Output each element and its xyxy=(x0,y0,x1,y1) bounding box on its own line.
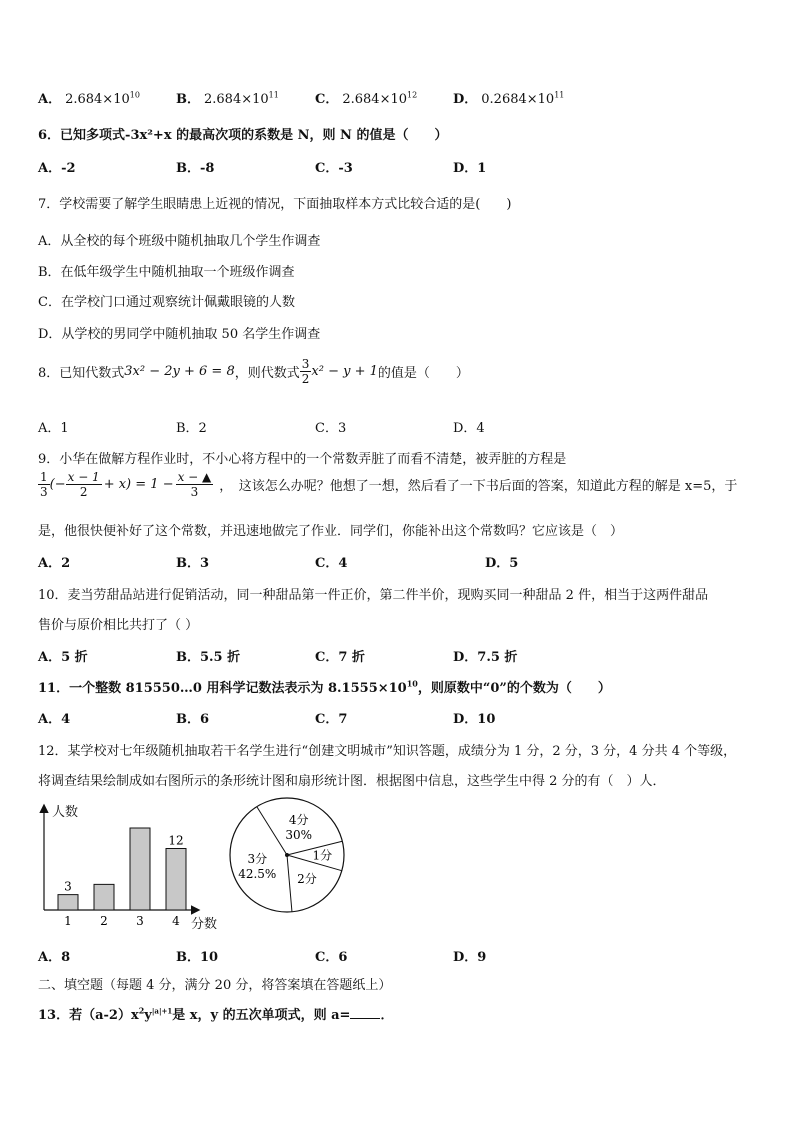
q9-frac1: $\frac{1}{3}$ xyxy=(40,470,48,499)
q13-stem: 13．若$(a-2)x^2y^{|a|+1}$是 x，y 的五次单项式，则 a= ． xyxy=(38,1005,394,1023)
q9-option-a: A．2 xyxy=(38,556,71,571)
q6-option-b: B．-8 xyxy=(176,161,215,176)
q8-option-b: B．2 xyxy=(176,421,207,436)
bar-tick-label-3: 3 xyxy=(136,914,144,928)
q6-stem: 6．已知多项式-3x²+x 的最高次项的系数是 N，则 N 的值是（ ） xyxy=(38,128,448,143)
q11-option-b: B．6 xyxy=(176,712,210,727)
q6-option-c: C．-3 xyxy=(315,161,353,176)
q9-stem-line3: 是，他很快便补好了这个常数，并迅速地做完了作业．同学们，你能补出这个常数吗？它应该是（ ） xyxy=(38,524,624,539)
q7-option-c: C．在学校门口通过观察统计佩戴眼镜的人数 xyxy=(38,295,295,310)
q5-option-c: C． $2.684\times 10^{12}$ xyxy=(315,90,418,107)
q13-answer-blank[interactable] xyxy=(350,1018,380,1019)
pie-center xyxy=(285,853,289,857)
q12-option-b: B．10 xyxy=(176,950,219,965)
q7-option-a: A．从全校的每个班级中随机抽取几个学生作调查 xyxy=(38,234,321,249)
q12-stem-line2: 将调查结果绘制成如右图所示的条形统计图和扇形统计图．根据图中信息，这些学生中得 2 分的有（ ）人． xyxy=(38,774,666,789)
q10-option-b: B．5.5 折 xyxy=(176,650,241,665)
bar-2 xyxy=(94,884,114,910)
q8-option-c: C．3 xyxy=(315,421,347,436)
section2-heading: 二、填空题（每题 4 分，满分 20 分，将答案填在答题纸上） xyxy=(38,978,392,993)
pie-slice-label-3: 3分 xyxy=(247,851,268,866)
q9-eq-mid: + x) = 1 − xyxy=(103,477,174,492)
q7-option-b: B．在低年级学生中随机抽取一个班级作调查 xyxy=(38,265,295,280)
q11-option-c: C．7 xyxy=(315,712,348,727)
q8-stem xyxy=(38,357,469,386)
q9-eq-tail: ， 这该怎么办呢？他想了一想，然后看了一下书后面的答案，知道此方程的解是 x=5，于 xyxy=(219,479,738,494)
q8-expr2: x² − y + 1 xyxy=(311,364,378,379)
q7-stem: 7．学校需要了解学生眼睛患上近视的情况，下面抽取样本方式比较合适的是( ) xyxy=(38,197,512,212)
bar-chart xyxy=(30,800,230,940)
q11-stem: 11．一个整数 815550…0 用科学记数法表示为 $8.1555\times 10^{10}$，则原数中“0”的个数为（ ） xyxy=(38,678,611,696)
pie-slice-percent-3: 42.5% xyxy=(238,866,277,881)
q9-option-d: D．5 xyxy=(485,556,519,571)
q9-option-b: B．3 xyxy=(176,556,210,571)
pie-slice-percent-0: 30% xyxy=(285,827,313,842)
q8-expr1: 3x² − 2y + 6 = 8 xyxy=(124,364,235,379)
bar-4 xyxy=(166,849,186,911)
q9-equation-line xyxy=(38,470,737,499)
q5-option-d: D． $0.2684\times 10^{11}$ xyxy=(453,90,565,107)
bar-chart-x-label: 分数 xyxy=(191,917,218,932)
bar-data-label-1: 3 xyxy=(64,879,72,894)
q8-suffix: 的值是（ ） xyxy=(377,366,469,381)
bar-tick-label-4: 4 xyxy=(172,914,180,928)
bar-chart-y-label: 人数 xyxy=(52,805,79,820)
q10-option-a: A．5 折 xyxy=(38,650,88,665)
q8-option-d: D．4 xyxy=(453,421,485,436)
q9-stem-line1: 9．小华在做解方程作业时，不小心将方程中的一个常数弄脏了而看不清楚，被弄脏的方程是 xyxy=(38,452,567,467)
q10-stem-line1: 10．麦当劳甜品站进行促销活动，同一种甜品第一件正价，第二件半价，现购买同一种甜品 2 件，相当于这两件甜品 xyxy=(38,588,709,603)
q10-option-c: C．7 折 xyxy=(315,650,365,665)
q9-option-c: C．4 xyxy=(315,556,348,571)
q8-fraction: $\frac{3}{2}$ xyxy=(301,357,310,386)
q11-option-d: D．10 xyxy=(453,712,496,727)
q12-stem-line1: 12．某学校对七年级随机抽取若干名学生进行“创建文明城市”知识答题，成绩分为 1 分，2 分，3 分，4 分共 4 个等级， xyxy=(38,744,737,759)
bar-1 xyxy=(58,895,78,910)
q8-option-a: A．1 xyxy=(38,421,69,436)
q10-stem-line2: 售价与原价相比共打了（ ） xyxy=(38,618,199,633)
q12-option-c: C．6 xyxy=(315,950,348,965)
pie-chart xyxy=(225,795,375,945)
q11-option-a: A．4 xyxy=(38,712,71,727)
bar-3 xyxy=(130,828,150,910)
pie-group xyxy=(230,798,344,912)
bar-tick-label-1: 1 xyxy=(64,914,72,928)
q9-frac3: $\frac{x - ▲}{3}$ xyxy=(177,470,212,499)
q6-option-d: D．1 xyxy=(453,161,487,176)
q8-prefix: 8．已知代数式 xyxy=(38,366,125,381)
q7-option-d: D．从学校的男同学中随机抽取 50 名学生作调查 xyxy=(38,327,321,342)
q12-option-d: D．9 xyxy=(453,950,487,965)
q5-option-b: B． $2.684\times 10^{11}$ xyxy=(176,90,279,107)
pie-slice-label-0: 4分 xyxy=(288,812,309,827)
q8-mid: ，则代数式 xyxy=(234,366,300,381)
bar-group xyxy=(58,828,186,928)
q5-option-a: A． $2.684\times 10^{10}$ xyxy=(38,90,140,107)
pie-slice-label-2: 2分 xyxy=(297,872,317,887)
pie-slice-label-1: 1分 xyxy=(312,848,333,863)
q9-eq-open: (− xyxy=(49,477,66,492)
bar-data-label-4: 12 xyxy=(168,833,184,848)
q12-option-a: A．8 xyxy=(38,950,71,965)
q10-option-d: D．7.5 折 xyxy=(453,650,518,665)
q9-frac2: $\frac{x - 1}{2}$ xyxy=(67,470,100,499)
bar-tick-label-2: 2 xyxy=(100,914,108,928)
q6-option-a: A．-2 xyxy=(38,161,76,176)
